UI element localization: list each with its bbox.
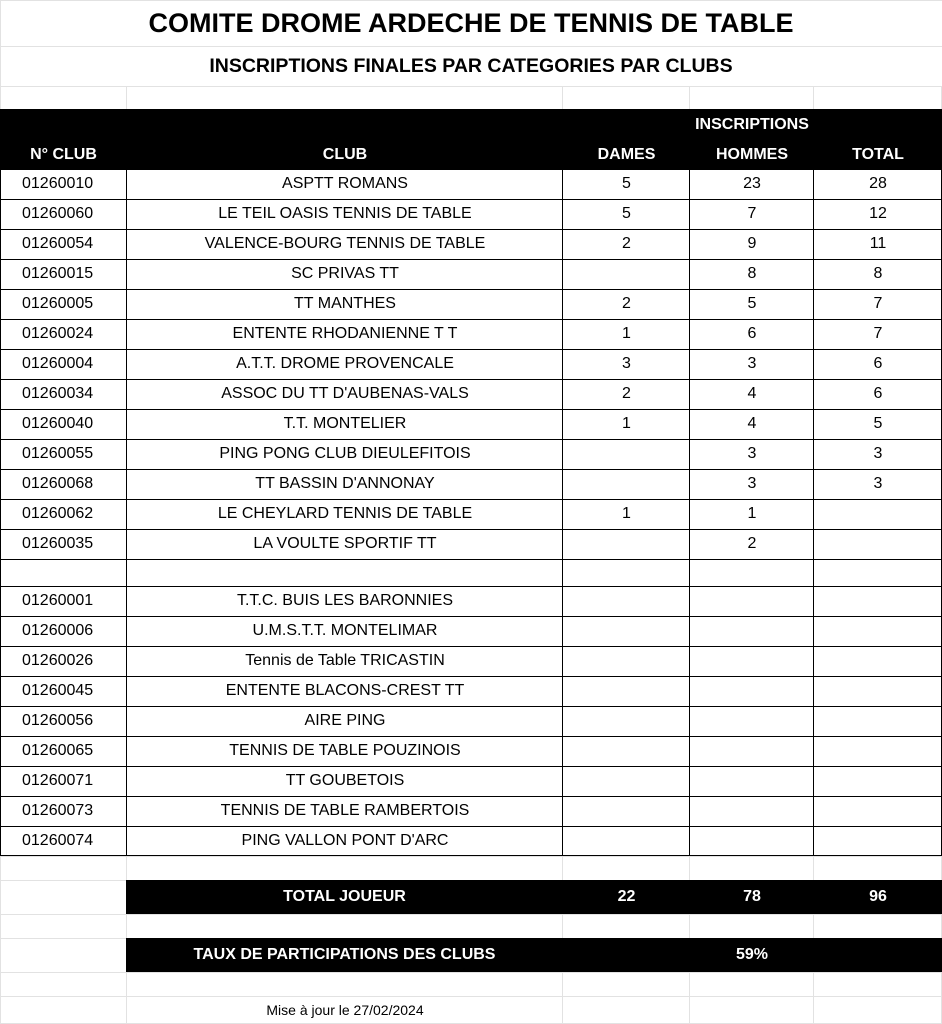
header-dames: DAMES — [597, 146, 656, 163]
grid-horizontal-line — [0, 169, 942, 170]
table-row — [0, 529, 942, 559]
grid-horizontal-line — [0, 86, 942, 87]
grid-horizontal-line — [0, 826, 942, 827]
cell-hommes: 3 — [747, 475, 757, 492]
grid-horizontal-line — [0, 199, 942, 200]
cell-dames — [563, 259, 690, 289]
cell-num: 01260001 — [22, 592, 94, 609]
grid-horizontal-line — [0, 856, 942, 857]
cell-club: T.T.C. BUIS LES BARONNIES — [236, 592, 454, 609]
grid-horizontal-line — [0, 349, 942, 350]
cell-hommes: 5 — [747, 295, 757, 312]
table-row — [0, 499, 942, 529]
cell-dames: 1 — [622, 415, 631, 432]
table-row — [0, 676, 942, 706]
table-row — [0, 646, 942, 676]
cell-num: 01260055 — [22, 445, 94, 462]
cell-num: 01260073 — [22, 802, 94, 819]
cell-num: 01260062 — [22, 505, 94, 522]
cell-num: 01260054 — [22, 235, 94, 252]
cell-num: 01260006 — [22, 622, 94, 639]
grid-horizontal-line — [0, 855, 942, 856]
cell-total — [814, 529, 942, 559]
table-row — [0, 289, 942, 319]
grid-vertical-line — [562, 169, 563, 856]
grid-horizontal-line — [0, 499, 942, 500]
cell-dames: 1 — [622, 505, 631, 522]
cell-num: 01260071 — [22, 772, 94, 789]
cell-dames: 2 — [622, 235, 631, 252]
grid-horizontal-line — [0, 766, 942, 767]
grid-vertical-line — [126, 86, 127, 109]
table-header — [0, 109, 942, 169]
cell-dames: 3 — [622, 355, 631, 372]
footer-row — [0, 996, 942, 1024]
header-hommes: HOMMES — [716, 146, 788, 163]
table-row — [0, 319, 942, 349]
header-club-number: N° CLUB — [30, 146, 97, 163]
table-row — [0, 706, 942, 736]
grid-horizontal-line — [0, 736, 942, 737]
grid-vertical-line — [689, 169, 690, 856]
cell-total: 7 — [873, 325, 883, 342]
participation-value: 59% — [735, 946, 769, 963]
cell-hommes: 4 — [747, 385, 757, 402]
cell-dames: 5 — [622, 175, 631, 192]
cell-dames — [563, 439, 690, 469]
grid-horizontal-line — [0, 586, 942, 587]
cell-dames — [563, 529, 690, 559]
cell-num: 01260056 — [22, 712, 94, 729]
cell-club: TENNIS DE TABLE POUZINOIS — [229, 742, 461, 759]
cell-total: 8 — [873, 265, 883, 282]
cell-total: 6 — [873, 385, 883, 402]
grid-vertical-line — [0, 169, 1, 856]
table-row — [0, 199, 942, 229]
cell-club: LA VOULTE SPORTIF TT — [253, 535, 437, 552]
grid-horizontal-line — [0, 259, 942, 260]
grid-horizontal-line — [0, 289, 942, 290]
cell-club: TT MANTHES — [294, 295, 396, 312]
cell-total: 11 — [869, 235, 887, 252]
cell-num: 01260024 — [22, 325, 94, 342]
cell-dames — [563, 469, 690, 499]
cell-hommes: 8 — [747, 265, 757, 282]
cell-club: U.M.S.T.T. MONTELIMAR — [252, 622, 438, 639]
grid-vertical-line — [562, 86, 563, 109]
table-row — [0, 586, 942, 616]
update-date: Mise à jour le 27/02/2024 — [266, 1002, 424, 1018]
table-row — [0, 439, 942, 469]
cell-num: 01260010 — [22, 175, 94, 192]
table-row — [0, 469, 942, 499]
cell-club: T.T. MONTELIER — [283, 415, 407, 432]
cell-num: 01260005 — [22, 295, 94, 312]
cell-total — [814, 499, 942, 529]
cell-total: 5 — [873, 415, 883, 432]
cell-dames: 2 — [622, 295, 631, 312]
cell-club: ASPTT ROMANS — [282, 175, 408, 192]
cell-dames: 1 — [622, 325, 631, 342]
participation-row — [126, 938, 942, 972]
cell-club: LE TEIL OASIS TENNIS DE TABLE — [218, 205, 472, 222]
cell-total: 7 — [873, 295, 883, 312]
table-row — [0, 766, 942, 796]
table-row — [0, 409, 942, 439]
cell-hommes: 4 — [747, 415, 757, 432]
cell-hommes: 9 — [747, 235, 757, 252]
total-total: 96 — [869, 888, 887, 905]
table-row — [0, 169, 942, 199]
grid-horizontal-line — [0, 439, 942, 440]
grid-horizontal-line — [0, 409, 942, 410]
cell-club: Tennis de Table TRICASTIN — [245, 652, 445, 669]
table-row — [0, 826, 942, 856]
total-label: TOTAL JOUEUR — [283, 888, 406, 905]
grid-horizontal-line — [0, 529, 942, 530]
cell-num: 01260004 — [22, 355, 94, 372]
cell-total: 28 — [869, 175, 887, 192]
grid-horizontal-line — [0, 796, 942, 797]
cell-club: AIRE PING — [304, 712, 386, 729]
grid-horizontal-line — [0, 616, 942, 617]
table-row — [0, 616, 942, 646]
cell-num: 01260015 — [22, 265, 94, 282]
cell-club: SC PRIVAS TT — [291, 265, 399, 282]
cell-num: 01260045 — [22, 682, 94, 699]
cell-club: TT GOUBETOIS — [285, 772, 405, 789]
cell-hommes: 3 — [747, 355, 757, 372]
cell-club: PING VALLON PONT D'ARC — [241, 832, 449, 849]
cell-total: 3 — [873, 475, 883, 492]
cell-club: PING PONG CLUB DIEULEFITOIS — [219, 445, 471, 462]
total-dames: 22 — [617, 888, 636, 905]
header-inscriptions: INSCRIPTIONS — [695, 116, 809, 133]
table-row — [0, 259, 942, 289]
cell-total: 6 — [873, 355, 883, 372]
table-row — [0, 349, 942, 379]
subtitle-row — [0, 46, 942, 86]
cell-hommes: 3 — [747, 445, 757, 462]
table-row — [0, 379, 942, 409]
cell-num: 01260034 — [22, 385, 94, 402]
grid-horizontal-line — [0, 469, 942, 470]
cell-club: TENNIS DE TABLE RAMBERTOIS — [220, 802, 470, 819]
cell-num: 01260065 — [22, 742, 94, 759]
grid-vertical-line — [126, 169, 127, 856]
cell-club: LE CHEYLARD TENNIS DE TABLE — [217, 505, 473, 522]
cell-hommes: 2 — [747, 535, 757, 552]
cell-num: 01260026 — [22, 652, 94, 669]
cell-total: 3 — [873, 445, 883, 462]
cell-num: 01260074 — [22, 832, 94, 849]
cell-hommes: 1 — [747, 505, 757, 522]
header-club: CLUB — [322, 146, 368, 163]
cell-hommes: 23 — [743, 175, 761, 192]
table-row — [0, 796, 942, 826]
cell-dames: 2 — [622, 385, 631, 402]
grid-horizontal-line — [0, 379, 942, 380]
cell-club: ASSOC DU TT D'AUBENAS-VALS — [221, 385, 469, 402]
grid-horizontal-line — [0, 706, 942, 707]
grid-vertical-line — [813, 86, 814, 109]
cell-club: VALENCE-BOURG TENNIS DE TABLE — [204, 235, 486, 252]
cell-total: 12 — [869, 205, 887, 222]
grid-horizontal-line — [0, 676, 942, 677]
cell-club: ENTENTE BLACONS-CREST TT — [225, 682, 465, 699]
cell-hommes: 6 — [747, 325, 757, 342]
grid-horizontal-line — [0, 229, 942, 230]
cell-club: A.T.T. DROME PROVENCALE — [236, 355, 454, 372]
total-row — [126, 880, 942, 914]
cell-club: TT BASSIN D'ANNONAY — [255, 475, 435, 492]
cell-dames: 5 — [622, 205, 631, 222]
participation-label: TAUX DE PARTICIPATIONS DES CLUBS — [193, 946, 496, 963]
cell-num: 01260040 — [22, 415, 94, 432]
total-hommes: 78 — [743, 888, 761, 905]
cell-num: 01260068 — [22, 475, 94, 492]
page-title: COMITE DROME ARDECHE DE TENNIS DE TABLE — [148, 7, 794, 38]
cell-club: ENTENTE RHODANIENNE T T — [232, 325, 458, 342]
grid-horizontal-line — [0, 646, 942, 647]
grid-horizontal-line — [0, 972, 942, 973]
table-row — [0, 229, 942, 259]
table-row — [0, 736, 942, 766]
cell-hommes: 7 — [747, 205, 757, 222]
header-total: TOTAL — [852, 146, 904, 163]
grid-vertical-line — [689, 86, 690, 109]
title-row — [0, 0, 942, 46]
grid-horizontal-line — [0, 914, 942, 915]
grid-vertical-line — [813, 169, 814, 856]
cell-num: 01260060 — [22, 205, 94, 222]
grid-horizontal-line — [0, 559, 942, 560]
grid-horizontal-line — [0, 319, 942, 320]
cell-num: 01260035 — [22, 535, 94, 552]
page-subtitle: INSCRIPTIONS FINALES PAR CATEGORIES PAR CLUBS — [209, 54, 733, 77]
